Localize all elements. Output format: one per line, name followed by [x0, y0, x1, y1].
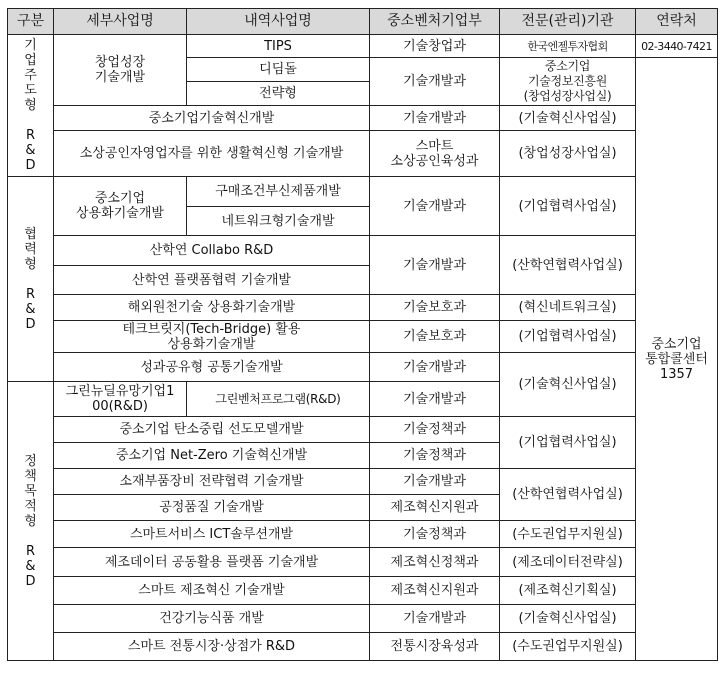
detail-traditional-market: 스마트 전통시장·상점가 R&D [54, 633, 370, 661]
table-row [8, 236, 718, 266]
agency-tipa-startup: 중소기업 기술정보진흥원 (창업성장사업실) [500, 58, 636, 106]
sub-didimdol: 디딤돌 [187, 58, 370, 82]
table-row [8, 131, 718, 177]
dept-manufacturing-policy: 제조혁신정책과 [370, 548, 500, 577]
category-policy: 정 책 목 적 형 R & D [8, 382, 54, 661]
table-row [8, 106, 718, 131]
detail-overseas-source-tech: 해외원천기술 상용화기술개발 [54, 295, 370, 321]
agency-corporate-cooperation: (기업협력사업실) [500, 321, 636, 353]
detail-platform-cooperation: 산학연 플랫폼협력 기술개발 [54, 266, 370, 295]
detail-sme-tech-innovation: 중소기업기술혁신개발 [54, 106, 370, 131]
dept-tech-dev: 기술개발과 [370, 177, 500, 236]
sub-purchase-conditional: 구매조건부신제품개발 [187, 177, 370, 207]
dept-tech-dev: 기술개발과 [370, 236, 500, 295]
table-row [8, 577, 718, 605]
header-contact: 연락처 [636, 9, 718, 35]
dept-tech-dev: 기술개발과 [370, 382, 500, 417]
agency-tech-innovation: (기술혁신사업실) [500, 605, 636, 633]
sub-tips: TIPS [187, 35, 370, 58]
rnd-program-table [7, 8, 718, 661]
sub-green-venture: 그린벤처프로그램(R&D) [187, 382, 370, 417]
dept-tech-dev: 기술개발과 [370, 469, 500, 495]
agency-startup-growth: (창업성장사업실) [500, 131, 636, 177]
detail-smart-service-ict: 스마트서비스 ICT솔루션개발 [54, 521, 370, 548]
dept-tech-protection: 기술보호과 [370, 321, 500, 353]
table-row [8, 605, 718, 633]
dept-tech-protection: 기술보호과 [370, 295, 500, 321]
table-row [8, 295, 718, 321]
dept-tech-startup: 기술창업과 [370, 35, 500, 58]
detail-performance-sharing: 성과공유형 공통기술개발 [54, 353, 370, 382]
dept-smart-small-business: 스마트 소상공인육성과 [370, 131, 500, 177]
agency-manufacturing-data: (제조데이터전략실) [500, 548, 636, 577]
agency-angel-association: 한국엔젤투자협회 [500, 35, 636, 58]
agency-capital-area: (수도권업무지원실) [500, 521, 636, 548]
agency-manufacturing-planning: (제조혁신기획실) [500, 577, 636, 605]
table-row [8, 417, 718, 443]
dept-tech-dev: 기술개발과 [370, 605, 500, 633]
dept-tech-policy: 기술정책과 [370, 521, 500, 548]
dept-manufacturing-support: 제조혁신지원과 [370, 577, 500, 605]
agency-industry-academia: (산학연협력사업실) [500, 236, 636, 295]
header-sub-program: 내역사업명 [187, 9, 370, 35]
table-row [8, 177, 718, 207]
dept-manufacturing-support: 제조혁신지원과 [370, 495, 500, 521]
header-category: 구분 [8, 9, 54, 35]
detail-commercialization: 중소기업 상용화기술개발 [54, 177, 187, 236]
header-ministry-dept: 중소벤처기업부 [370, 9, 500, 35]
table-row [8, 353, 718, 382]
dept-tech-policy: 기술정책과 [370, 443, 500, 469]
table-row [8, 521, 718, 548]
contact-callcenter: 중소기업 통합콜센터 1357 [636, 58, 718, 661]
detail-net-zero: 중소기업 Net-Zero 기술혁신개발 [54, 443, 370, 469]
agency-tech-innovation: (기술혁신사업실) [500, 353, 636, 417]
detail-health-food: 건강기능식품 개발 [54, 605, 370, 633]
detail-small-business-life-innovation: 소상공인자영업자를 위한 생활혁신형 기술개발 [54, 131, 370, 177]
dept-tech-policy: 기술정책과 [370, 417, 500, 443]
dept-traditional-market: 전통시장육성과 [370, 633, 500, 661]
agency-corporate-cooperation: (기업협력사업실) [500, 177, 636, 236]
header-detail-program: 세부사업명 [54, 9, 187, 35]
table-row [8, 633, 718, 661]
table-row [8, 321, 718, 353]
table-header-row [8, 9, 718, 35]
detail-carbon-neutral-model: 중소기업 탄소중립 선도모델개발 [54, 417, 370, 443]
detail-green-new-deal: 그린뉴딜유망기업1 00(R&D) [54, 382, 187, 417]
detail-startup-growth: 창업성장 기술개발 [54, 35, 187, 106]
sub-strategic: 전략형 [187, 82, 370, 106]
category-cooperation: 협 력 형 R & D [8, 177, 54, 382]
detail-tech-bridge: 테크브릿지(Tech-Bridge) 활용 상용화기술개발 [54, 321, 370, 353]
detail-manufacturing-data: 제조데이터 공동활용 플랫폼 기술개발 [54, 548, 370, 577]
sub-network: 네트워크형기술개발 [187, 207, 370, 236]
agency-tech-innovation: (기술혁신사업실) [500, 106, 636, 131]
agency-innovation-network: (혁신네트워크실) [500, 295, 636, 321]
table-row [8, 548, 718, 577]
contact-phone: 02-3440-7421 [636, 35, 718, 58]
detail-materials-parts: 소재부품장비 전략협력 기술개발 [54, 469, 370, 495]
dept-tech-dev: 기술개발과 [370, 58, 500, 106]
agency-corporate-cooperation: (기업협력사업실) [500, 417, 636, 469]
detail-smart-manufacturing: 스마트 제조혁신 기술개발 [54, 577, 370, 605]
detail-collabo-rnd: 산학연 Collabo R&D [54, 236, 370, 266]
agency-capital-area: (수도권업무지원실) [500, 633, 636, 661]
header-agency: 전문(관리)기관 [500, 9, 636, 35]
agency-industry-academia: (산학연협력사업실) [500, 469, 636, 521]
table-row [8, 469, 718, 495]
category-startup-led: 기 업 주 도 형 R & D [8, 35, 54, 177]
dept-tech-dev: 기술개발과 [370, 353, 500, 382]
dept-tech-dev: 기술개발과 [370, 106, 500, 131]
detail-process-quality: 공정품질 기술개발 [54, 495, 370, 521]
table-row [8, 35, 718, 58]
